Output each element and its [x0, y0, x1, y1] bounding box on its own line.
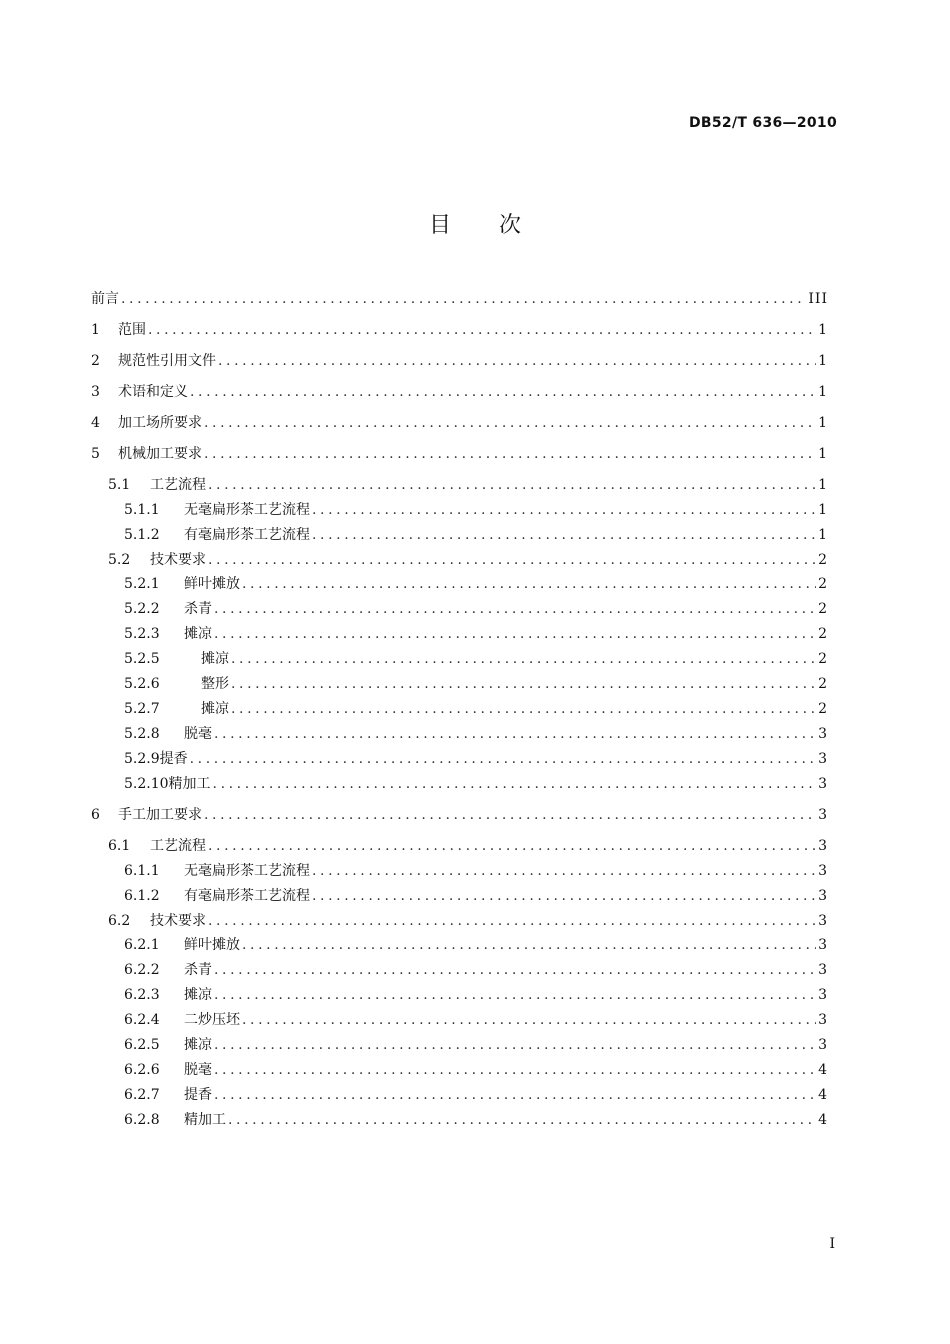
toc-entry-label: 提香	[184, 1087, 212, 1103]
toc-entry-label: 技术要求	[150, 913, 206, 929]
toc-dot-leader	[231, 650, 816, 668]
toc-entry[interactable]	[124, 1036, 828, 1054]
page-title: 目次	[428, 213, 569, 238]
toc-entry-label: 精加工	[168, 776, 211, 792]
toc-entry[interactable]	[124, 675, 828, 693]
toc-entry-number: 6.2.4	[124, 1012, 160, 1028]
toc-dot-leader	[214, 600, 816, 618]
toc-entry-number: 6.2	[108, 913, 131, 929]
toc-entry-label: 前言	[91, 291, 119, 307]
toc-entry-page: 2	[818, 701, 828, 717]
toc-entry-number: 6.1.1	[124, 863, 160, 879]
toc-entry-number: 5.1	[108, 477, 131, 493]
toc-entry-label: 摊凉	[184, 1037, 212, 1053]
toc-entry-page: 2	[818, 552, 828, 568]
toc-entry-label: 工艺流程	[150, 838, 206, 854]
toc-dot-leader	[208, 551, 816, 569]
toc-entry-page: 1	[818, 527, 828, 543]
toc-dot-leader	[190, 383, 816, 401]
toc-entry[interactable]	[124, 575, 828, 593]
toc-entry-label: 杀青	[184, 601, 212, 617]
toc-entry-number: 6.1.2	[124, 888, 160, 904]
toc-entry-label: 术语和定义	[118, 384, 188, 400]
toc-entry[interactable]	[108, 837, 828, 855]
toc-entry-number: 4	[91, 415, 100, 431]
toc-entry-number: 5.1.1	[124, 502, 160, 518]
toc-entry-page: 2	[818, 601, 828, 617]
toc-entry-page: 3	[818, 863, 828, 879]
toc-entry-label: 有毫扁形茶工艺流程	[184, 527, 310, 543]
toc-entry[interactable]	[91, 445, 828, 463]
toc-dot-leader	[242, 575, 816, 593]
toc-entry[interactable]	[124, 1061, 828, 1079]
toc-entry[interactable]	[108, 551, 828, 569]
standard-code: DB52/T 636—2010	[689, 115, 837, 131]
toc-entry-number: 6.2.7	[124, 1087, 160, 1103]
toc-dot-leader	[312, 887, 816, 905]
toc-entry-label: 无毫扁形茶工艺流程	[184, 863, 310, 879]
toc-dot-leader	[214, 1036, 816, 1054]
toc-dot-leader	[208, 837, 816, 855]
toc-entry-page: 2	[818, 676, 828, 692]
toc-entry-label: 脱毫	[184, 726, 212, 742]
toc-entry[interactable]	[124, 862, 828, 880]
toc-entry[interactable]	[108, 476, 828, 494]
toc-dot-leader	[208, 476, 816, 494]
toc-dot-leader	[242, 1011, 816, 1029]
toc-dot-leader	[312, 501, 816, 519]
toc-entry-number: 5	[91, 446, 100, 462]
toc-entry[interactable]	[124, 1111, 828, 1129]
toc-entry-label: 摊凉	[201, 701, 229, 717]
toc-entry-page: 1	[818, 446, 828, 462]
toc-entry[interactable]	[91, 414, 828, 432]
toc-dot-leader	[214, 986, 816, 1004]
toc-entry-number: 5.2.1	[124, 576, 160, 592]
toc-entry-number: 6.1	[108, 838, 131, 854]
toc-entry-number: 5.2	[108, 552, 131, 568]
toc-entry-page: 1	[818, 353, 828, 369]
toc-dot-leader	[190, 750, 816, 768]
toc-entry-page: 3	[818, 962, 828, 978]
toc-dot-leader	[242, 936, 816, 954]
toc-entry-page: 3	[818, 751, 828, 767]
toc-entry-label: 鲜叶摊放	[184, 937, 240, 953]
toc-entry[interactable]	[91, 290, 828, 308]
toc-dot-leader	[204, 806, 816, 824]
toc-entry-number: 6.2.2	[124, 962, 160, 978]
toc-entry-page: 4	[818, 1087, 828, 1103]
toc-entry-page: 1	[818, 502, 828, 518]
toc-dot-leader	[213, 775, 817, 793]
toc-dot-leader	[231, 675, 816, 693]
toc-dot-leader	[214, 725, 816, 743]
toc-entry-label: 精加工	[184, 1112, 226, 1128]
toc-dot-leader	[208, 912, 816, 930]
toc-entry[interactable]	[124, 1011, 828, 1029]
toc-entry-label: 技术要求	[150, 552, 206, 568]
toc-entry[interactable]	[124, 961, 828, 979]
toc-entry-page: 3	[818, 726, 828, 742]
toc-entry[interactable]	[124, 526, 828, 544]
toc-entry-number: 5.1.2	[124, 527, 160, 543]
toc-entry-page: 3	[818, 1037, 828, 1053]
toc-entry-number: 5.2.5	[124, 651, 160, 667]
toc-entry-page: 1	[818, 384, 828, 400]
toc-dot-leader	[214, 1086, 816, 1104]
toc-entry[interactable]	[124, 625, 828, 643]
toc-entry[interactable]	[124, 650, 828, 668]
toc-entry[interactable]	[124, 750, 828, 768]
toc-entry-label: 无毫扁形茶工艺流程	[184, 502, 310, 518]
toc-entry-number: 6.2.3	[124, 987, 160, 1003]
toc-entry-page: 3	[818, 987, 828, 1003]
toc-entry-page: 3	[818, 937, 828, 953]
toc-entry-number: 6.2.5	[124, 1037, 160, 1053]
toc-entry-number: 6	[91, 807, 100, 823]
toc-entry-label: 机械加工要求	[118, 446, 202, 462]
toc-entry-number: 5.2.6	[124, 676, 160, 692]
toc-entry-label: 整形	[201, 676, 229, 692]
toc-dot-leader	[204, 445, 816, 463]
footer-page-number: I	[829, 1236, 835, 1252]
toc-dot-leader	[214, 625, 816, 643]
toc-entry[interactable]	[124, 775, 828, 793]
toc-entry-page: 3	[818, 888, 828, 904]
toc-dot-leader	[218, 352, 816, 370]
toc-entry-label: 摊凉	[201, 651, 229, 667]
toc-entry[interactable]	[124, 600, 828, 618]
toc-entry[interactable]	[91, 352, 828, 370]
toc-dot-leader	[312, 526, 816, 544]
toc-entry[interactable]	[108, 912, 828, 930]
toc-entry-label: 脱毫	[184, 1062, 212, 1078]
toc-entry-number: 5.2.10	[124, 776, 169, 792]
toc-entry-number: 6.2.6	[124, 1062, 160, 1078]
toc-entry-page: 3	[818, 913, 828, 929]
toc-entry-page: 4	[818, 1112, 828, 1128]
toc-entry-number: 6.2.8	[124, 1112, 160, 1128]
toc-entry-label: 工艺流程	[150, 477, 206, 493]
toc-entry-label: 范围	[118, 322, 146, 338]
toc-entry-page: III	[808, 291, 828, 307]
toc-entry-label: 手工加工要求	[118, 807, 202, 823]
toc-entry[interactable]	[124, 700, 828, 718]
toc-dot-leader	[148, 321, 816, 339]
toc-entry-label: 杀青	[184, 962, 212, 978]
toc-entry-number: 3	[91, 384, 100, 400]
toc-dot-leader	[214, 961, 816, 979]
toc-entry-number: 6.2.1	[124, 937, 160, 953]
toc-dot-leader	[204, 414, 816, 432]
toc-entry-label: 有毫扁形茶工艺流程	[184, 888, 310, 904]
toc-dot-leader	[214, 1061, 816, 1079]
toc-entry-page: 2	[818, 576, 828, 592]
toc-entry[interactable]	[91, 383, 828, 401]
toc-entry-label: 鲜叶摊放	[184, 576, 240, 592]
toc-entry-number: 5.2.9	[124, 751, 160, 767]
toc-entry-page: 1	[818, 322, 828, 338]
toc-entry[interactable]	[124, 986, 828, 1004]
toc-entry-number: 5.2.3	[124, 626, 160, 642]
toc-entry-page: 3	[818, 838, 828, 854]
toc-dot-leader	[312, 862, 816, 880]
toc-entry-number: 5.2.2	[124, 601, 160, 617]
toc-entry-number: 5.2.8	[124, 726, 160, 742]
toc-entry-number: 1	[91, 322, 100, 338]
toc-entry-page: 1	[818, 477, 828, 493]
toc-entry-label: 二炒压坯	[184, 1012, 240, 1028]
toc-entry[interactable]	[91, 321, 828, 339]
toc-entry-page: 2	[818, 626, 828, 642]
toc-entry-label: 提香	[159, 751, 188, 767]
toc-entry-page: 3	[818, 1012, 828, 1028]
toc-entry[interactable]	[124, 501, 828, 519]
toc-entry[interactable]	[124, 1086, 828, 1104]
toc-entry-page: 3	[818, 776, 828, 792]
toc-dot-leader	[231, 700, 816, 718]
toc-entry-page: 3	[818, 807, 828, 823]
toc-entry[interactable]	[91, 806, 828, 824]
toc-entry-page: 4	[818, 1062, 828, 1078]
toc-entry-number: 5.2.7	[124, 701, 160, 717]
toc-dot-leader	[228, 1111, 816, 1129]
toc-entry[interactable]	[124, 887, 828, 905]
toc-entry[interactable]	[124, 936, 828, 954]
toc-entry-label: 规范性引用文件	[118, 353, 216, 369]
toc-entry-number: 2	[91, 353, 100, 369]
toc-entry-label: 加工场所要求	[118, 415, 202, 431]
toc-entry[interactable]	[124, 725, 828, 743]
toc-entry-page: 1	[818, 415, 828, 431]
toc-entry-label: 摊凉	[184, 626, 212, 642]
toc-entry-label: 摊凉	[184, 987, 212, 1003]
toc-entry-page: 2	[818, 651, 828, 667]
toc-dot-leader	[121, 290, 806, 308]
